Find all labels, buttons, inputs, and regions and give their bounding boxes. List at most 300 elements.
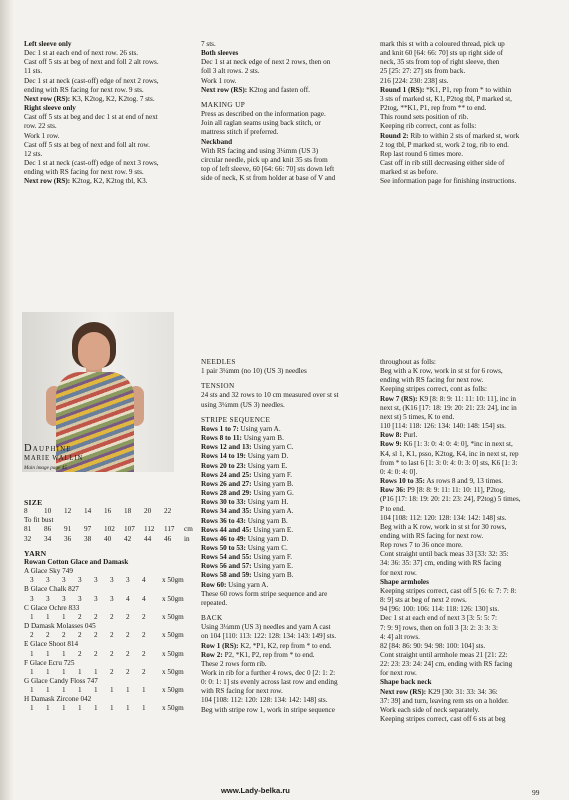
yarn-quantity: 2 <box>110 631 114 640</box>
text-line: 104 [108: 112: 120: 128: 134: 142: 148] sts. <box>380 513 507 522</box>
row-text: K2, *P1, K2, rep from * to end. <box>238 641 332 650</box>
size-cell: 8 <box>24 507 28 516</box>
shape-back-neck-title: Shape back neck <box>380 678 432 687</box>
text-line: neck, 35 sts from top of right sleeve, then <box>380 58 500 67</box>
row-label: Round 1 (RS): <box>380 85 425 94</box>
text-line <box>201 86 369 95</box>
yarn-quantity-row <box>24 613 184 622</box>
size-title: SIZE <box>24 498 43 507</box>
stripe-sequence-title: STRIPE SEQUENCE <box>201 415 271 424</box>
yarn-quantity: 2 <box>78 649 82 658</box>
yarn-quantity: 2 <box>110 649 114 658</box>
row-label: Next row (RS): <box>380 687 427 696</box>
stripe-yarn: Using yarn F. <box>251 470 293 479</box>
text-line: With RS facing and using 3¼mm (US 3) <box>201 146 319 155</box>
text-line: 22: 23: 23: 24: 24] cm, ending with RS facing <box>380 660 513 669</box>
text-line: circular needle, pick up and knit 35 sts from <box>201 155 328 164</box>
bust-in: 34 <box>44 534 52 543</box>
stripe-rows-label: Rows 58 and 59: <box>201 571 252 580</box>
stripe-yarn: Using yarn E. <box>251 562 294 571</box>
stripe-yarn: Using yarn B. <box>251 479 294 488</box>
stripe-row <box>201 434 369 443</box>
row-label: Round 2: <box>380 131 409 140</box>
text-line: 0: 0: 1: 1] sts evenly across last row and ending <box>201 678 338 687</box>
yarn-quantity: 4 <box>126 594 130 603</box>
text-line: These 60 rows form stripe sequence and are <box>201 589 328 598</box>
text-line: Beg with a K row, work in st st for 6 rows, <box>380 367 503 376</box>
bust-cm: 91 <box>64 525 72 534</box>
to-fit-bust-label: To fit bust <box>24 516 54 525</box>
stripe-yarn: Using yarn C. <box>245 543 288 552</box>
text-line <box>201 651 369 660</box>
stripe-row <box>201 571 369 580</box>
text-line: 37: 39] and turn, leaving rem sts on a holder. <box>380 696 509 705</box>
text-line: K4, sl 1, K1, psso, K2tog, K4, inc in next st, rep <box>380 449 519 458</box>
text-line: top of left sleeve, 60 [64: 66: 70] sts down left <box>201 165 335 174</box>
row-label: Next row (RS): <box>24 177 71 186</box>
stripe-row <box>201 517 369 526</box>
yarn-quantity-row <box>24 686 184 695</box>
yarn-quantity: 1 <box>46 686 50 695</box>
right-sleeve-title: Right sleeve only <box>24 104 76 113</box>
row-label: Row 36: <box>380 486 406 495</box>
yarn-name: F Glace Ecru 725 <box>24 658 75 667</box>
stripe-rows-label: Rows 28 and 29: <box>201 489 252 498</box>
yarn-quantity: 1 <box>142 686 146 695</box>
stripe-yarn: Using yarn A. <box>238 424 281 433</box>
row-label: Rows 10 to 35: <box>380 477 425 486</box>
yarn-quantity: 3 <box>46 594 50 603</box>
yarn-unit: x 50gm <box>162 667 184 676</box>
text-line <box>201 642 369 651</box>
row-label: Row 8: <box>380 431 402 440</box>
size-table <box>24 507 193 544</box>
stripe-rows-label: Row 60: <box>201 580 227 589</box>
yarn-quantity: 1 <box>30 612 34 621</box>
size-cell: 22 <box>164 507 172 516</box>
yarn-quantity: 2 <box>30 631 34 640</box>
yarn-quantity-row <box>24 631 184 640</box>
row-text: P2, *K1, P2, rep from * to end. <box>222 650 315 659</box>
neckband-column <box>380 40 550 187</box>
yarn-quantity: 2 <box>126 612 130 621</box>
stripe-yarn: Using yarn A. <box>226 580 269 589</box>
text-line: 12 sts. <box>24 149 43 158</box>
text-line: marked st as before. <box>380 168 438 177</box>
yarn-name-row <box>24 640 184 649</box>
yarn-name-row <box>24 659 184 668</box>
text-line: Dec 1 st at neck (cast-off) edge of next 3 rows, <box>24 159 159 168</box>
needles-title: NEEDLES <box>201 358 236 366</box>
pattern-caption <box>24 443 83 471</box>
yarn-quantity: 2 <box>78 631 82 640</box>
yarn-quantity: 3 <box>78 594 82 603</box>
yarn-title: YARN <box>24 548 47 558</box>
text-line: Cast off 5 sts at beg of next and foll 2 alt rows. <box>24 58 159 67</box>
text-line <box>380 440 552 449</box>
text-line: row. 22 sts. <box>24 122 57 131</box>
yarn-name: A Glace Sky 749 <box>24 567 73 576</box>
text-line: Work each side of neck separately. <box>380 705 480 714</box>
yarn-quantity: 3 <box>110 594 114 603</box>
stripe-rows-label: Rows 36 to 43: <box>201 516 246 525</box>
yarn-quantity: 1 <box>62 667 66 676</box>
yarn-quantity: 3 <box>46 576 50 585</box>
stripe-row <box>201 507 369 516</box>
yarn-unit: x 50gm <box>162 594 184 603</box>
size-cell: 16 <box>104 507 112 516</box>
stripe-rows-label: Rows 24 and 25: <box>201 470 252 479</box>
yarn-unit: x 50gm <box>162 704 184 713</box>
yarn-quantity: 2 <box>126 667 130 676</box>
book-spine-shadow <box>0 0 14 800</box>
yarn-brand: Rowan Cotton Glace and Damask <box>24 557 129 566</box>
text-line <box>380 431 552 440</box>
text-line: with RS facing for next row. <box>201 687 283 696</box>
bust-in: 40 <box>104 534 112 543</box>
yarn-name-row <box>24 567 184 576</box>
text-line <box>24 95 184 104</box>
text-line: Keeping stripes correct, cast off 6 sts at beg <box>380 715 506 724</box>
yarn-quantity: 1 <box>78 667 82 676</box>
stripe-rows-label: Rows 12 and 13: <box>201 443 252 452</box>
stripe-yarn: Using yarn E. <box>251 525 294 534</box>
yarn-unit: x 50gm <box>162 576 184 585</box>
text-line: 11 sts. <box>24 67 43 76</box>
stripe-rows-label: Rows 46 to 49: <box>201 534 246 543</box>
yarn-quantity: 2 <box>94 649 98 658</box>
stripe-row <box>201 544 369 553</box>
stripe-row <box>201 462 369 471</box>
stripe-rows-label: Rows 1 to 7: <box>201 424 239 433</box>
pattern-title: Dauphine <box>24 443 72 454</box>
stripe-rows-label: Rows 14 to 19: <box>201 452 246 461</box>
yarn-name-row <box>24 622 184 631</box>
stripe-rows-label: Rows 44 and 45: <box>201 525 252 534</box>
row-text: K3, K2tog, K2, K2tog. 7 sts. <box>70 94 155 103</box>
text-line <box>380 486 552 495</box>
text-line: Dec 1 st at each end of next row. 26 sts. <box>24 49 139 58</box>
text-line: Using 3¼mm (US 3) needles and yarn A cast <box>201 623 331 632</box>
stripe-row <box>201 535 369 544</box>
text-line: These 2 rows form rib. <box>201 659 267 668</box>
bust-cm: 117 <box>164 525 175 534</box>
bust-cm: 86 <box>44 525 52 534</box>
text-line: for next row. <box>380 568 417 577</box>
yarn-unit: x 50gm <box>162 686 184 695</box>
text-line: for next row. <box>380 669 417 678</box>
row-text: P9 [8: 8: 9: 11: 11: 10: 11], P2tog, <box>405 486 505 495</box>
yarn-quantity-row <box>24 704 184 713</box>
text-line: 25 [25: 27: 27] sts from back. <box>380 67 466 76</box>
stripe-row <box>201 489 369 498</box>
bust-in: 42 <box>124 534 132 543</box>
yarn-quantity: 2 <box>142 631 146 640</box>
text-line: (P16 [17: 18: 19: 20: 21: 23: 24], P2tog) 5 times, <box>380 495 521 504</box>
text-line <box>380 477 552 486</box>
text-line: Dec 1 st at each end of next 3 [3: 5: 5: 7: <box>380 614 497 623</box>
row-text: K6 [1: 3: 0: 4: 0: 4: 0], *inc in next st, <box>401 440 513 449</box>
text-line: Dec 1 st at neck edge of next 2 rows, then on <box>201 58 331 67</box>
text-line: 94 [96: 100: 106: 114: 118: 126: 130] sts. <box>380 605 500 614</box>
text-line: 110 [114: 118: 126: 134: 140: 148: 154] sts. <box>380 422 506 431</box>
yarn-quantity: 1 <box>110 704 114 713</box>
text-line: See information page for finishing instructions. <box>380 177 517 186</box>
bust-in: 36 <box>64 534 72 543</box>
unit-in: in <box>184 534 190 543</box>
yarn-unit: x 50gm <box>162 649 184 658</box>
yarn-quantity: 1 <box>126 704 130 713</box>
yarn-quantity: 2 <box>126 631 130 640</box>
row-text: Purl. <box>401 431 418 440</box>
bust-in: 44 <box>144 534 152 543</box>
yarn-quantity: 4 <box>142 576 146 585</box>
text-line: 24 sts and 32 rows to 10 cm measured over st st <box>201 391 339 400</box>
text-line: ending with RS facing for next row. <box>380 531 484 540</box>
yarn-table <box>24 567 184 714</box>
text-line: Keeping rib correct, cont as folls: <box>380 122 477 131</box>
size-cell: 12 <box>64 507 72 516</box>
yarn-quantity: 3 <box>110 576 114 585</box>
stripe-row <box>201 452 369 461</box>
stripe-rows-label: Rows 34 and 35: <box>201 507 252 516</box>
yarn-quantity: 1 <box>62 686 66 695</box>
text-line: 8: 9] sts at beg of next 2 rows. <box>380 596 467 605</box>
back-title: BACK <box>201 614 223 623</box>
neckband-title: Neckband <box>201 137 233 146</box>
stripe-yarn: Using yarn B. <box>245 516 288 525</box>
yarn-quantity: 2 <box>142 612 146 621</box>
text-line: next st, (K16 [17: 18: 19: 20: 21: 23: 24], inc in <box>380 403 517 412</box>
yarn-quantity-row <box>24 595 184 604</box>
text-line: 104 [108: 112: 120: 128: 134: 142: 148] sts. <box>201 696 328 705</box>
yarn-quantity: 1 <box>46 649 50 658</box>
row-label: Row 9: <box>380 440 402 449</box>
text-line: Cont straight until armhole meas 21 [21: 22: <box>380 651 508 659</box>
stripe-rows-label: Rows 54 and 55: <box>201 553 252 562</box>
yarn-quantity: 1 <box>30 704 34 713</box>
text-line: Cont straight until back meas 33 [33: 32: 35: <box>380 550 509 559</box>
yarn-quantity: 1 <box>110 686 114 695</box>
text-line: 82 [84: 86: 90: 94: 98: 100: 104] sts. <box>380 641 486 650</box>
stripe-yarn: Using yarn A. <box>251 507 294 516</box>
text-line: Work in rib for a further 4 rows, dec 0 [2: 1: 2: <box>201 669 336 677</box>
stripe-row <box>201 443 369 452</box>
text-line <box>24 177 184 186</box>
text-line: Keeping stripes correct, cast off 5 [6: 6: 7: 7: 8: <box>380 586 517 595</box>
yarn-quantity: 3 <box>94 594 98 603</box>
yarn-quantity: 1 <box>142 704 146 713</box>
yarn-quantity: 2 <box>94 612 98 621</box>
stripe-yarn: Using yarn E. <box>245 461 288 470</box>
stripe-rows-label: Rows 20 to 23: <box>201 461 246 470</box>
yarn-quantity-row <box>24 668 184 677</box>
yarn-quantity: 1 <box>94 667 98 676</box>
stripe-row <box>201 562 369 571</box>
text-line: on 104 [110: 113: 122: 128: 134: 143: 149] sts. <box>201 632 337 641</box>
text-line: mark this st with a coloured thread, pick up <box>380 40 505 48</box>
stripe-yarn: Using yarn C. <box>251 443 294 452</box>
stripe-yarn: Using yarn H. <box>245 498 289 507</box>
text-line <box>380 395 552 404</box>
yarn-quantity: 1 <box>30 667 34 676</box>
text-line: Join all raglan seams using back stitch, or <box>201 119 321 128</box>
bust-in: 32 <box>24 534 32 543</box>
text-line: 216 [224: 230: 238] sts. <box>380 76 449 85</box>
row-text: Rib to within 2 sts of marked st, work <box>408 131 520 140</box>
yarn-quantity: 2 <box>46 631 50 640</box>
size-cell: 18 <box>124 507 132 516</box>
size-cell: 10 <box>44 507 52 516</box>
text-line: ending with RS facing for next row. 9 sts. <box>24 168 144 177</box>
text-line: Keeping stripes correct, cont as folls: <box>380 385 487 394</box>
main-image-ref: Main image page 45 <box>24 465 67 471</box>
yarn-quantity-row <box>24 650 184 659</box>
stripe-rows-label: Rows 50 to 53: <box>201 543 246 552</box>
text-line: Beg with a K row, work in st st for 30 rows, <box>380 522 507 531</box>
row-text: *K1, P1, rep from * to within <box>424 85 512 94</box>
text-line: Work 1 row. <box>24 131 60 140</box>
stripe-row <box>201 480 369 489</box>
yarn-name-row <box>24 695 184 704</box>
yarn-quantity: 3 <box>78 576 82 585</box>
text-line: P to end. <box>380 504 406 513</box>
row-text: K2tog, K2, K2tog tbl, K3. <box>70 177 148 186</box>
text-line: P2tog, **K1, P1, rep from ** to end. <box>380 104 487 113</box>
yarn-quantity: 2 <box>110 667 114 676</box>
stripe-rows-label: Rows 56 and 57: <box>201 562 252 571</box>
text-line: side of neck, K st from holder at base of V and <box>201 174 336 183</box>
stripe-yarn: Using yarn D. <box>245 534 289 543</box>
text-line: and knit 60 [64: 66: 70] sts up right side of <box>380 49 503 58</box>
stripe-yarn: Using yarn B. <box>241 434 284 443</box>
yarn-quantity: 2 <box>62 631 66 640</box>
text-line: ending with RS facing for next row. 9 sts. <box>24 85 144 94</box>
yarn-quantity: 2 <box>142 649 146 658</box>
bust-cm: 102 <box>104 525 115 534</box>
text-line: foll 3 alt rows. 2 sts. <box>201 67 260 76</box>
yarn-quantity: 1 <box>62 704 66 713</box>
text-line: This round sets position of rib. <box>380 113 469 122</box>
bust-in: 46 <box>164 534 172 543</box>
text-line: Beg with stripe row 1, work in stripe sequence <box>201 705 335 714</box>
text-line: repeated. <box>201 598 228 607</box>
stripe-yarn: Using yarn D. <box>245 452 289 461</box>
yarn-quantity: 1 <box>46 612 50 621</box>
making-up-title: MAKING UP <box>201 100 246 109</box>
text-line: Work 1 row. <box>201 76 237 85</box>
text-line: next st) 5 times, K to end. <box>380 412 455 421</box>
row-text: K2tog and fasten off. <box>247 85 310 94</box>
yarn-name: D Damask Molasses 045 <box>24 622 96 631</box>
yarn-quantity: 1 <box>62 612 66 621</box>
yarn-quantity: 3 <box>126 576 130 585</box>
unit-cm: cm <box>184 525 193 534</box>
text-line <box>380 688 552 697</box>
stripe-yarn: Using yarn F. <box>251 553 293 562</box>
website-footer: www.Lady-belka.ru <box>221 786 290 795</box>
both-sleeves-title: Both sleeves <box>201 49 239 58</box>
text-line: Cast off 5 sts at beg of next and foll alt row. <box>24 140 150 149</box>
text-line: 4: 4] alt rows. <box>380 632 420 641</box>
stripe-row <box>201 425 369 434</box>
bust-in: 38 <box>84 534 92 543</box>
yarn-unit: x 50gm <box>162 631 184 640</box>
yarn-quantity: 1 <box>30 686 34 695</box>
left-sleeve-column <box>24 40 184 187</box>
row-text: As rows 8 and 9, 13 times. <box>424 477 503 486</box>
yarn-quantity: 4 <box>142 594 146 603</box>
text-line: Rep last round 6 times more. <box>380 149 464 158</box>
text-line: 7: 9: 9] rows, then on foll 3 [3: 2: 3: 3: 3: <box>380 623 498 632</box>
size-cell: 20 <box>144 507 152 516</box>
text-line: 7 sts. <box>201 40 216 48</box>
row-text: K9 [8: 8: 9: 11: 11: 10: 11], inc in <box>417 394 516 403</box>
making-up-column <box>201 40 369 183</box>
row-label: Row 2: <box>201 650 223 659</box>
text-line: 34: 36: 35: 37] cm, ending with RS facing <box>380 559 502 568</box>
text-line: Dec 1 st at neck (cast-off) edge of next 2 rows, <box>24 76 159 85</box>
yarn-quantity: 1 <box>62 649 66 658</box>
text-line: Rep rows 7 to 36 once more. <box>380 541 463 550</box>
stripe-yarn: Using yarn B. <box>251 571 294 580</box>
stripe-row <box>201 581 369 590</box>
bust-cm: 107 <box>124 525 135 534</box>
yarn-name: B Glace Chalk 827 <box>24 585 79 594</box>
text-line: from * to last 6 [1: 3: 0: 4: 0: 3: 0] sts, K6 [1: 3: <box>380 458 518 467</box>
stripe-rows-label: Rows 8 to 11: <box>201 434 242 443</box>
stripe-list <box>201 425 369 590</box>
yarn-quantity: 1 <box>94 704 98 713</box>
text-line <box>380 132 550 141</box>
size-yarn-column <box>24 498 204 714</box>
needles-stripes-back-column <box>201 358 369 715</box>
yarn-name-row <box>24 585 184 594</box>
yarn-quantity: 3 <box>62 576 66 585</box>
yarn-quantity: 2 <box>94 631 98 640</box>
stripe-row <box>201 526 369 535</box>
stripe-row <box>201 471 369 480</box>
yarn-name: G Glace Candy Floss 747 <box>24 676 98 685</box>
stripe-row <box>201 553 369 562</box>
shape-armholes-title: Shape armholes <box>380 577 429 586</box>
yarn-quantity: 1 <box>46 667 50 676</box>
bust-cm: 112 <box>144 525 155 534</box>
yarn-quantity: 1 <box>46 704 50 713</box>
bust-cm: 81 <box>24 525 32 534</box>
text-line: Cast off 5 sts at beg and dec 1 st at end of next <box>24 113 158 122</box>
text-line: 2 tog tbl, P marked st, work 2 tog, rib to end. <box>380 140 509 149</box>
stripe-row <box>201 498 369 507</box>
text-line: Press as described on the information page. <box>201 110 326 119</box>
size-cell: 14 <box>84 507 92 516</box>
yarn-quantity: 1 <box>126 686 130 695</box>
left-sleeve-title: Left sleeve only <box>24 40 72 48</box>
text-line: ending with RS facing for next row. <box>380 376 484 385</box>
yarn-name-row <box>24 604 184 613</box>
yarn-name: E Glace Shoot 814 <box>24 640 79 649</box>
text-line: Cast off in rib still decreasing either side of <box>380 159 505 168</box>
yarn-quantity: 3 <box>62 594 66 603</box>
yarn-quantity: 1 <box>78 686 82 695</box>
yarn-quantity: 3 <box>30 594 34 603</box>
yarn-quantity: 1 <box>94 686 98 695</box>
yarn-quantity-row <box>24 576 184 585</box>
bust-cm: 97 <box>84 525 92 534</box>
text-line: 1 pair 3¼mm (no 10) (US 3) needles <box>201 367 307 376</box>
text-line: throughout as folls: <box>380 358 436 366</box>
row-label: Next row (RS): <box>201 85 248 94</box>
